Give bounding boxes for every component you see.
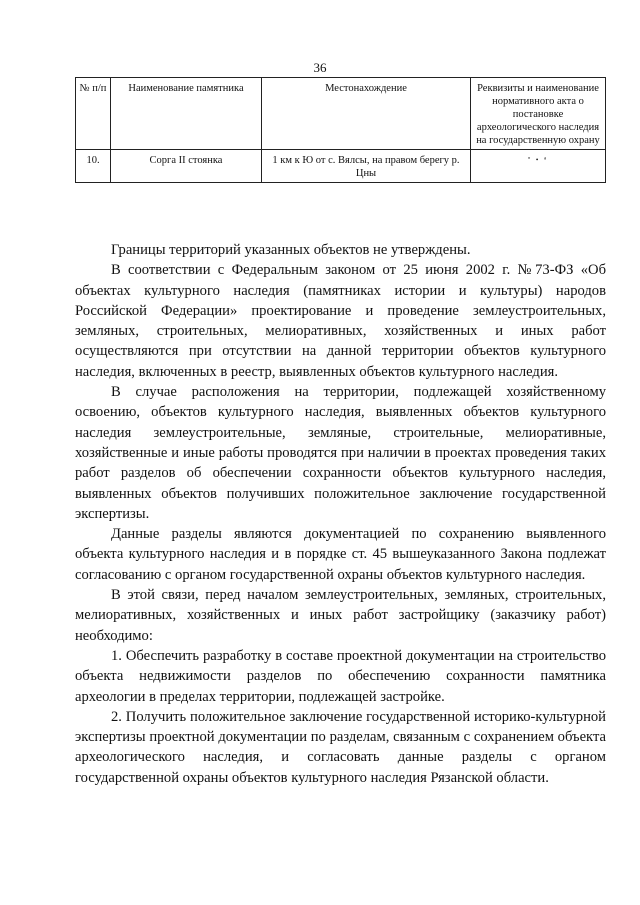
col-header-location: Местонахождение — [262, 78, 471, 150]
paragraph: Границы территорий указанных объектов не утверждены. — [111, 242, 471, 258]
paragraph: В случае расположения на территории, подлежащей хозяйственному освоению, объектов культурного наследия, выявленных объектов культурного наследия землеустроительные, земляные, строительные, мелиоративные, хозяйственные и иные работы проводятся при наличии в проектах проведения таких работ разделов об обеспечении сохранности объектов культурного наследия, выявленных объектов получивших положительное заключение государственной экспертизы. — [75, 384, 606, 522]
monuments-table — [75, 77, 606, 183]
cell-number: 10. — [76, 150, 111, 183]
col-header-name: Наименование памятника — [111, 78, 262, 150]
cell-location: 1 км к Ю от с. Вялсы, на правом берегу р. Цны — [262, 150, 471, 183]
paragraph: В соответствии с Федеральным законом от 25 июня 2002 г. №73-ФЗ «Об объектах культурного наследия (памятниках истории и культуры) народов Российской Федерации» проектирование и проведение землеустроительных, земляных, строительных, мелиоративных, хозяйственных и иных работ осуществляются при отсутствии на данной территории объектов культурного наследия, включенных в реестр, выявленных объектов культурного наследия. — [75, 262, 606, 380]
cell-name: Сорга II стоянка — [111, 150, 262, 183]
table-header-row — [76, 78, 606, 150]
cell-requisites: º • ª — [471, 150, 606, 183]
col-header-requisites: Реквизиты и наименование нормативного акта о постановке археологического наследия на государственную охрану — [471, 78, 606, 150]
table-row — [76, 150, 606, 183]
list-item: 2. Получить положительное заключение государственной историко-культурной экспертизы проектной документации по разделам, связанным с сохранением объекта археологического наследия, и согласовать данные разделы с органом государственной охраны объектов культурного наследия Рязанской области. — [75, 708, 606, 786]
page-number: 36 — [313, 60, 327, 75]
paragraph: В этой связи, перед началом землеустроительных, земляных, строительных, мелиоративных, хозяйственных и иных работ застройщику (заказчику работ) необходимо: — [75, 587, 606, 644]
list-item: 1. Обеспечить разработку в составе проектной документации на строительство объекта недвижимости разделов по обеспечению сохранности памятника археологии в пределах территории, подлежащей застройке. — [75, 647, 606, 705]
paragraph: Данные разделы являются документацией по сохранению выявленного объекта культурного наследия и в порядке ст. 45 вышеуказанного Закона подлежат согласованию с органом государственной охраны объектов культурного наследия. — [75, 526, 606, 583]
body-text — [75, 240, 606, 788]
col-header-number: № п/п — [76, 78, 111, 150]
